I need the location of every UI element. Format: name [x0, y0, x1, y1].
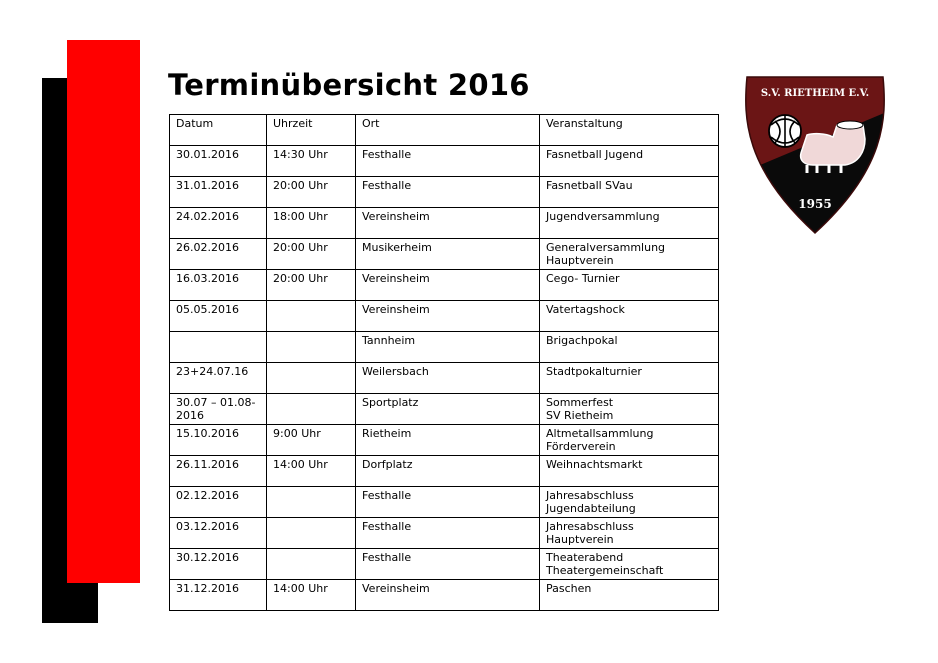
- cell-event: Vatertagshock: [540, 301, 719, 332]
- cell-location: Vereinsheim: [356, 270, 540, 301]
- cell-time: 20:00 Uhr: [267, 270, 356, 301]
- cell-location: Weilersbach: [356, 363, 540, 394]
- cell-date: 26.11.2016: [170, 456, 267, 487]
- column-header-event: Veranstaltung: [540, 115, 719, 146]
- table-row: [170, 177, 719, 208]
- cell-date: 23+24.07.16: [170, 363, 267, 394]
- cell-event: Altmetallsammlung Förderverein: [540, 425, 719, 456]
- cell-location: Festhalle: [356, 549, 540, 580]
- club-crest-logo: [741, 73, 889, 235]
- cell-date: 30.01.2016: [170, 146, 267, 177]
- column-header-time: Uhrzeit: [267, 115, 356, 146]
- table-row: [170, 487, 719, 518]
- table-row: [170, 239, 719, 270]
- cell-time: [267, 301, 356, 332]
- column-header-location: Ort: [356, 115, 540, 146]
- cell-location: Sportplatz: [356, 394, 540, 425]
- cell-location: Tannheim: [356, 332, 540, 363]
- cell-date: 30.12.2016: [170, 549, 267, 580]
- crest-club-name: S.V. RIETHEIM E.V.: [760, 88, 870, 99]
- cell-event: Fasnetball SVau: [540, 177, 719, 208]
- table-row: [170, 456, 719, 487]
- table-row: [170, 332, 719, 363]
- cell-date: 24.02.2016: [170, 208, 267, 239]
- cell-event: Jugendversammlung: [540, 208, 719, 239]
- cell-date: 16.03.2016: [170, 270, 267, 301]
- cell-location: Festhalle: [356, 146, 540, 177]
- cell-location: Musikerheim: [356, 239, 540, 270]
- cell-event: Cego- Turnier: [540, 270, 719, 301]
- cell-event: Weihnachtsmarkt: [540, 456, 719, 487]
- cell-time: 9:00 Uhr: [267, 425, 356, 456]
- cell-time: 20:00 Uhr: [267, 239, 356, 270]
- cell-time: [267, 487, 356, 518]
- table-row: [170, 549, 719, 580]
- cell-event: Jahresabschluss Hauptverein: [540, 518, 719, 549]
- cell-location: Rietheim: [356, 425, 540, 456]
- cell-date: 03.12.2016: [170, 518, 267, 549]
- table-row: [170, 208, 719, 239]
- table-row: [170, 270, 719, 301]
- cell-time: 14:30 Uhr: [267, 146, 356, 177]
- table-row: [170, 363, 719, 394]
- cell-date: 26.02.2016: [170, 239, 267, 270]
- cell-time: [267, 549, 356, 580]
- table-row: [170, 301, 719, 332]
- cell-time: [267, 394, 356, 425]
- crest-year: 1955: [798, 197, 832, 211]
- cell-time: [267, 363, 356, 394]
- cell-date: 31.01.2016: [170, 177, 267, 208]
- cell-time: 20:00 Uhr: [267, 177, 356, 208]
- table-header-row: [170, 115, 719, 146]
- cell-event: Brigachpokal: [540, 332, 719, 363]
- table-row: [170, 425, 719, 456]
- cell-location: Festhalle: [356, 487, 540, 518]
- cell-event: Sommerfest SV Rietheim: [540, 394, 719, 425]
- cell-date: 02.12.2016: [170, 487, 267, 518]
- table-row: [170, 580, 719, 611]
- cell-date: 30.07 – 01.08- 2016: [170, 394, 267, 425]
- cell-event: Theaterabend Theatergemeinschaft: [540, 549, 719, 580]
- page-title: Terminübersicht 2016: [168, 68, 530, 102]
- cell-time: [267, 332, 356, 363]
- cell-time: 14:00 Uhr: [267, 580, 356, 611]
- cell-event: Paschen: [540, 580, 719, 611]
- cell-location: Vereinsheim: [356, 301, 540, 332]
- cell-date: 15.10.2016: [170, 425, 267, 456]
- schedule-table: [169, 114, 719, 611]
- cell-location: Vereinsheim: [356, 208, 540, 239]
- table-row: [170, 146, 719, 177]
- cell-event: Stadtpokalturnier: [540, 363, 719, 394]
- cell-location: Vereinsheim: [356, 580, 540, 611]
- cell-date: 31.12.2016: [170, 580, 267, 611]
- cell-time: 14:00 Uhr: [267, 456, 356, 487]
- table-row: [170, 394, 719, 425]
- cell-date: 05.05.2016: [170, 301, 267, 332]
- cell-date: [170, 332, 267, 363]
- cell-location: Dorfplatz: [356, 456, 540, 487]
- cell-event: Jahresabschluss Jugendabteilung: [540, 487, 719, 518]
- cell-time: [267, 518, 356, 549]
- cell-time: 18:00 Uhr: [267, 208, 356, 239]
- decorative-red-bar: [67, 40, 140, 583]
- column-header-date: Datum: [170, 115, 267, 146]
- cell-event: Generalversammlung Hauptverein: [540, 239, 719, 270]
- cell-location: Festhalle: [356, 518, 540, 549]
- cell-location: Festhalle: [356, 177, 540, 208]
- table-row: [170, 518, 719, 549]
- cell-event: Fasnetball Jugend: [540, 146, 719, 177]
